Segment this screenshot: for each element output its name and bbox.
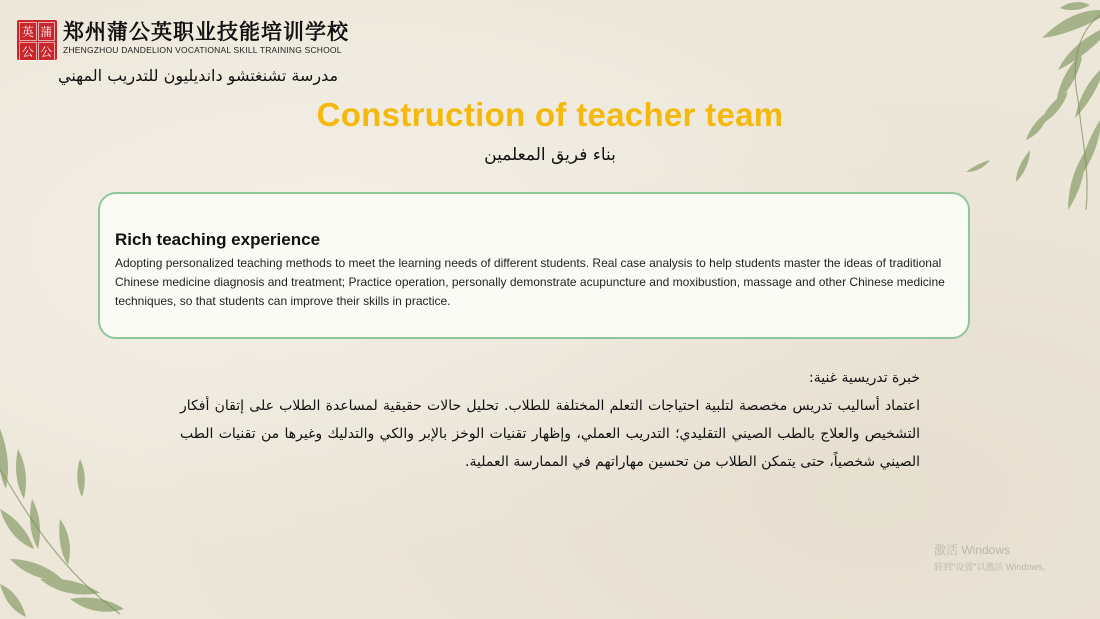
arabic-description	[180, 364, 920, 476]
seal-char: 蒲	[38, 22, 56, 41]
school-logo	[17, 20, 349, 60]
seal-char: 公	[19, 42, 37, 61]
seal-char: 公	[38, 42, 56, 61]
page-title: Construction of teacher team	[316, 96, 784, 133]
school-seal-icon	[17, 20, 57, 60]
watermark-line-1: 激活 Windows	[934, 543, 1011, 557]
windows-activation-watermark	[934, 541, 1051, 573]
leaf-decoration-bottom-left-icon	[0, 409, 140, 619]
arabic-body: اعتماد أساليب تدريس مخصصة لتلبية احتياجات التعلم المختلفة للطلاب. تحليل حالات حقيقية لمساعدة الطلاب على إتقان أفكار التشخيص والعلاج بالطب الصيني التقليدي؛ التدريب العملي، وإظهار تقنيات الوخز بالإبر والكي والتدليك وغيرها من تقنيات الطب الصيني شخصياً، حتى يتمكن الطلاب من تحسين مهاراتهم في الممارسة العملية.	[180, 398, 920, 470]
arabic-heading: خبرة تدريسية غنية:	[809, 370, 920, 386]
card-body: Adopting personalized teaching methods to meet the learning needs of different students. Real case analysis to help students master the ideas of traditional Chinese medicine diagnosis and treatment; Practice operation, personally demonstrate acupuncture and moxibustion, massage and other Chinese medicine techniques, so that students can improve their skills in practice.	[115, 256, 945, 308]
school-name-arabic: مدرسة تشنغتشو دانديليون للتدريب المهني	[58, 66, 339, 85]
page-subtitle-arabic: بناء فريق المعلمين	[484, 145, 616, 165]
school-name-chinese: 郑州蒲公英职业技能培训学校	[63, 19, 349, 44]
watermark-line-2: 转到"设置"以激活 Windows。	[934, 562, 1052, 572]
seal-char: 英	[19, 22, 37, 41]
experience-card	[98, 192, 970, 339]
school-name-english: ZHENGZHOU DANDELION VOCATIONAL SKILL TRAINING SCHOOL	[63, 45, 342, 55]
card-heading: Rich teaching experience	[115, 230, 321, 249]
